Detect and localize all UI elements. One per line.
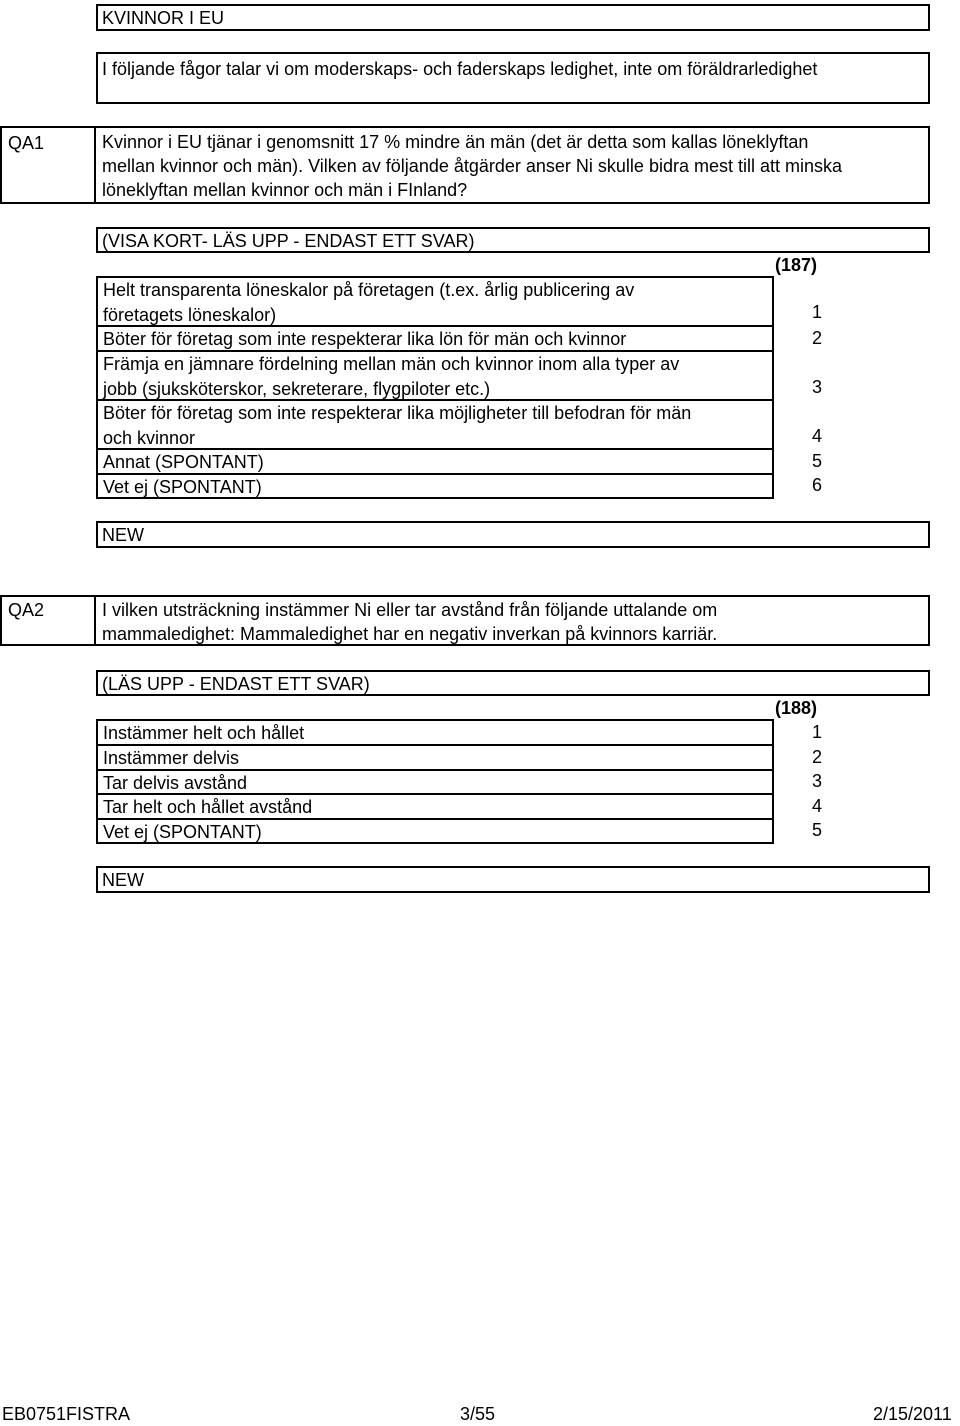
qa2-code-box bbox=[0, 595, 96, 646]
qa1-option-4 bbox=[96, 399, 774, 450]
qa1-question-box bbox=[94, 126, 930, 204]
qa1-option-4-line-2: och kvinnor bbox=[103, 427, 196, 448]
qa2-option-2-code: 2 bbox=[811, 747, 822, 767]
qa1-instruction-box bbox=[96, 227, 930, 253]
qa1-column-number: (187) bbox=[775, 255, 818, 275]
qa2-option-4-line-1: Tar helt och hållet avstånd bbox=[103, 797, 313, 817]
qa1-new-tag-box bbox=[96, 521, 930, 548]
qa2-question-line-1: I vilken utsträckning instämmer Ni eller tar avstånd från följande uttalande om bbox=[102, 600, 718, 620]
qa1-question-line-2: mellan kvinnor och män). Vilken av följande åtgärder anser Ni skulle bidra mest till att minska bbox=[102, 156, 843, 176]
qa1-option-2-line-1: Böter för företag som inte respekterar lika lön för män och kvinnor bbox=[103, 329, 627, 349]
qa1-option-1-code: 1 bbox=[811, 302, 822, 322]
qa2-new-tag: NEW bbox=[102, 870, 144, 890]
qa2-option-1 bbox=[96, 719, 774, 746]
qa1-option-2-code: 2 bbox=[811, 328, 822, 348]
qa2-instruction-box bbox=[96, 670, 930, 696]
qa1-option-6-line-1: Vet ej (SPONTANT) bbox=[103, 477, 262, 497]
qa1-option-2 bbox=[96, 325, 774, 352]
qa1-option-6 bbox=[96, 473, 774, 499]
qa1-option-5-line-1: Annat (SPONTANT) bbox=[103, 452, 264, 472]
footer-page-number: 3/55 bbox=[460, 1404, 496, 1424]
qa1-option-1 bbox=[96, 276, 774, 327]
qa1-new-tag: NEW bbox=[102, 525, 144, 545]
qa1-option-5-code: 5 bbox=[811, 451, 822, 471]
qa2-option-5 bbox=[96, 818, 774, 844]
intro-box bbox=[96, 52, 930, 104]
qa1-option-4-code: 4 bbox=[811, 426, 822, 446]
section-title: KVINNOR I EU bbox=[102, 8, 225, 28]
qa2-option-3 bbox=[96, 769, 774, 795]
qa2-option-4-code: 4 bbox=[811, 796, 822, 816]
qa2-option-4 bbox=[96, 793, 774, 820]
qa1-option-6-code: 6 bbox=[811, 475, 822, 495]
intro-text: I följande fågor talar vi om moderskaps- och faderskaps ledighet, inte om föräldrarledighet bbox=[102, 59, 818, 79]
qa2-option-2 bbox=[96, 744, 774, 771]
qa2-option-1-line-1: Instämmer helt och hållet bbox=[103, 723, 305, 743]
qa1-option-4-line-1: Böter för företag som inte respekterar lika möjligheter till befodran för män bbox=[103, 403, 692, 423]
qa1-option-3-line-1: Främja en jämnare fördelning mellan män och kvinnor inom alla typer av bbox=[103, 354, 680, 374]
qa2-code: QA2 bbox=[8, 600, 45, 620]
qa2-option-5-line-1: Vet ej (SPONTANT) bbox=[103, 822, 262, 842]
qa1-option-3 bbox=[96, 350, 774, 401]
qa1-question-line-1: Kvinnor i EU tjänar i genomsnitt 17 % mindre än män (det är detta som kallas löneklyftan bbox=[102, 132, 809, 152]
qa1-option-1-line-2: företagets löneskalor) bbox=[103, 304, 277, 325]
qa2-option-5-code: 5 bbox=[811, 820, 822, 840]
qa1-option-3-code: 3 bbox=[811, 377, 822, 397]
qa2-option-3-code: 3 bbox=[811, 771, 822, 791]
qa1-code: QA1 bbox=[8, 133, 45, 153]
qa2-option-2-line-1: Instämmer delvis bbox=[103, 748, 240, 768]
qa1-code-box bbox=[0, 126, 96, 204]
qa2-option-1-code: 1 bbox=[811, 722, 822, 742]
qa2-option-3-line-1: Tar delvis avstånd bbox=[103, 773, 248, 793]
qa1-option-3-line-2: jobb (sjuksköterskor, sekreterare, flygpiloter etc.) bbox=[103, 378, 491, 399]
qa1-question-line-3: löneklyftan mellan kvinnor och män i FInland? bbox=[102, 180, 468, 200]
qa2-new-tag-box bbox=[96, 866, 930, 893]
footer-date: 2/15/2011 bbox=[873, 1404, 952, 1424]
section-title-box bbox=[96, 4, 930, 31]
footer-doc-id: EB0751FISTRA bbox=[2, 1404, 131, 1424]
qa2-question-line-2: mammaledighet: Mammaledighet har en negativ inverkan på kvinnors karriär. bbox=[102, 624, 718, 644]
qa1-instruction: (VISA KORT- LÄS UPP - ENDAST ETT SVAR) bbox=[102, 231, 475, 251]
qa1-option-5 bbox=[96, 448, 774, 475]
qa1-option-1-line-1: Helt transparenta löneskalor på företagen (t.ex. årlig publicering av bbox=[103, 280, 635, 300]
qa2-question-box bbox=[94, 595, 930, 646]
qa2-instruction: (LÄS UPP - ENDAST ETT SVAR) bbox=[102, 674, 370, 694]
qa2-column-number: (188) bbox=[775, 698, 818, 718]
